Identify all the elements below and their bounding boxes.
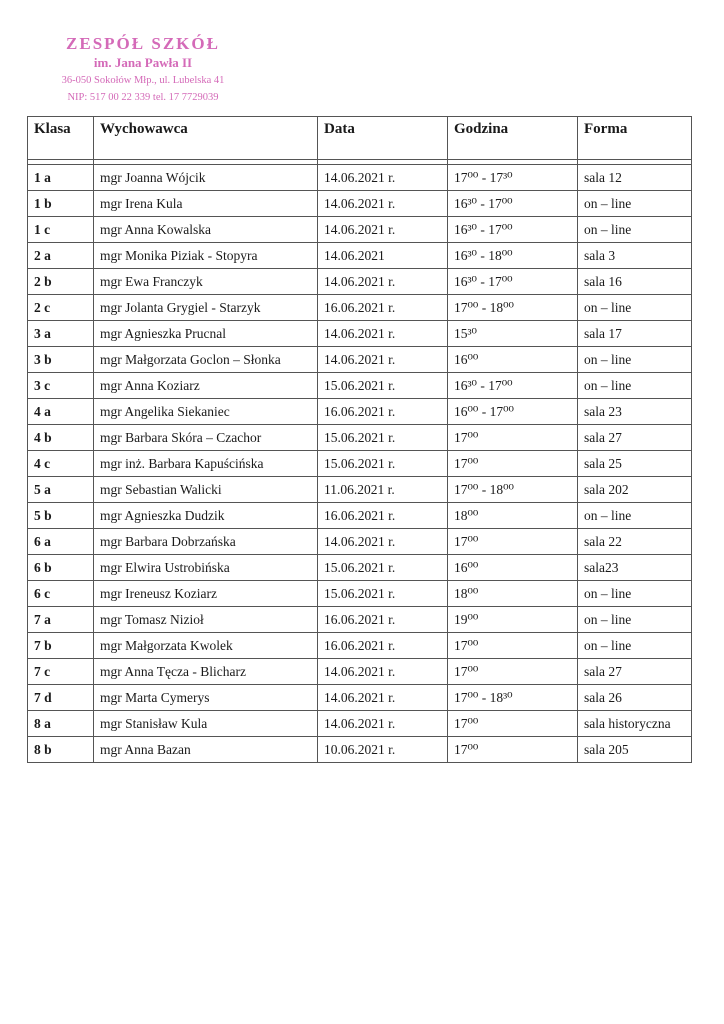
cell-wychowawca: mgr Agnieszka Prucnal: [94, 321, 318, 347]
cell-godzina: 17⁰⁰: [448, 633, 578, 659]
table-row: [28, 607, 692, 633]
cell-data: 16.06.2021 r.: [318, 633, 448, 659]
stamp-address: 36-050 Sokołów Młp., ul. Lubelska 41: [61, 75, 225, 86]
cell-klasa: 6 b: [28, 555, 94, 581]
header-klasa: Klasa: [28, 117, 94, 160]
cell-forma: on – line: [578, 191, 692, 217]
cell-klasa: 4 b: [28, 425, 94, 451]
table-row: [28, 451, 692, 477]
cell-wychowawca: mgr Sebastian Walicki: [94, 477, 318, 503]
cell-godzina: 19⁰⁰: [448, 607, 578, 633]
cell-wychowawca: mgr inż. Barbara Kapuścińska: [94, 451, 318, 477]
cell-forma: on – line: [578, 217, 692, 243]
cell-wychowawca: mgr Joanna Wójcik: [94, 165, 318, 191]
cell-klasa: 7 c: [28, 659, 94, 685]
cell-forma: sala 26: [578, 685, 692, 711]
cell-klasa: 2 b: [28, 269, 94, 295]
cell-godzina: 16⁰⁰: [448, 347, 578, 373]
cell-wychowawca: mgr Monika Piziak - Stopyra: [94, 243, 318, 269]
table-row: [28, 555, 692, 581]
table-row: [28, 477, 692, 503]
table-row: [28, 685, 692, 711]
stamp-nip-phone: NIP: 517 00 22 339 tel. 17 7729039: [67, 92, 219, 103]
cell-klasa: 5 a: [28, 477, 94, 503]
cell-wychowawca: mgr Marta Cymerys: [94, 685, 318, 711]
cell-data: 14.06.2021 r.: [318, 217, 448, 243]
table-header-row: [28, 117, 692, 160]
cell-wychowawca: mgr Małgorzata Goclon – Słonka: [94, 347, 318, 373]
cell-data: 14.06.2021 r.: [318, 659, 448, 685]
table-row: [28, 295, 692, 321]
cell-forma: on – line: [578, 503, 692, 529]
table-row: [28, 737, 692, 763]
cell-data: 15.06.2021 r.: [318, 451, 448, 477]
cell-wychowawca: mgr Anna Bazan: [94, 737, 318, 763]
cell-forma: sala23: [578, 555, 692, 581]
table-row: [28, 165, 692, 191]
cell-klasa: 8 a: [28, 711, 94, 737]
cell-godzina: 17⁰⁰: [448, 737, 578, 763]
table-row: [28, 659, 692, 685]
cell-forma: sala 25: [578, 451, 692, 477]
cell-godzina: 16³⁰ - 17⁰⁰: [448, 373, 578, 399]
cell-godzina: 17⁰⁰: [448, 711, 578, 737]
cell-data: 14.06.2021 r.: [318, 321, 448, 347]
cell-forma: sala 27: [578, 659, 692, 685]
stamp-school-name: ZESPÓŁ SZKÓŁ: [66, 34, 220, 53]
cell-godzina: 18⁰⁰: [448, 581, 578, 607]
cell-forma: on – line: [578, 295, 692, 321]
cell-godzina: 15³⁰: [448, 321, 578, 347]
table-row: [28, 711, 692, 737]
cell-klasa: 2 a: [28, 243, 94, 269]
table-body: [28, 165, 692, 763]
cell-klasa: 4 a: [28, 399, 94, 425]
cell-forma: on – line: [578, 633, 692, 659]
cell-klasa: 1 a: [28, 165, 94, 191]
table-row: [28, 503, 692, 529]
cell-wychowawca: mgr Stanisław Kula: [94, 711, 318, 737]
cell-wychowawca: mgr Anna Koziarz: [94, 373, 318, 399]
cell-godzina: 16⁰⁰ - 17⁰⁰: [448, 399, 578, 425]
table-row: [28, 321, 692, 347]
cell-forma: sala 12: [578, 165, 692, 191]
cell-godzina: 17⁰⁰ - 18³⁰: [448, 685, 578, 711]
cell-klasa: 6 c: [28, 581, 94, 607]
table-row: [28, 425, 692, 451]
cell-godzina: 16³⁰ - 17⁰⁰: [448, 269, 578, 295]
cell-forma: sala 23: [578, 399, 692, 425]
cell-klasa: 7 b: [28, 633, 94, 659]
cell-forma: sala 27: [578, 425, 692, 451]
cell-godzina: 17⁰⁰ - 18⁰⁰: [448, 295, 578, 321]
cell-data: 16.06.2021 r.: [318, 295, 448, 321]
table-row: [28, 191, 692, 217]
cell-klasa: 3 c: [28, 373, 94, 399]
cell-klasa: 1 b: [28, 191, 94, 217]
cell-data: 11.06.2021 r.: [318, 477, 448, 503]
cell-forma: sala 3: [578, 243, 692, 269]
cell-wychowawca: mgr Tomasz Nizioł: [94, 607, 318, 633]
cell-forma: sala historyczna: [578, 711, 692, 737]
cell-klasa: 3 b: [28, 347, 94, 373]
cell-godzina: 16⁰⁰: [448, 555, 578, 581]
cell-klasa: 5 b: [28, 503, 94, 529]
cell-data: 14.06.2021 r.: [318, 685, 448, 711]
cell-data: 15.06.2021 r.: [318, 373, 448, 399]
cell-forma: sala 16: [578, 269, 692, 295]
table-row: [28, 217, 692, 243]
cell-klasa: 4 c: [28, 451, 94, 477]
cell-wychowawca: mgr Anna Kowalska: [94, 217, 318, 243]
cell-godzina: 17⁰⁰: [448, 659, 578, 685]
cell-data: 14.06.2021 r.: [318, 711, 448, 737]
cell-forma: sala 205: [578, 737, 692, 763]
cell-godzina: 17⁰⁰ - 17³⁰: [448, 165, 578, 191]
cell-klasa: 1 c: [28, 217, 94, 243]
cell-wychowawca: mgr Angelika Siekaniec: [94, 399, 318, 425]
cell-godzina: 16³⁰ - 17⁰⁰: [448, 191, 578, 217]
cell-data: 15.06.2021 r.: [318, 555, 448, 581]
cell-data: 15.06.2021 r.: [318, 425, 448, 451]
cell-forma: on – line: [578, 607, 692, 633]
header-forma: Forma: [578, 117, 692, 160]
cell-klasa: 6 a: [28, 529, 94, 555]
cell-godzina: 17⁰⁰ - 18⁰⁰: [448, 477, 578, 503]
table-row: [28, 399, 692, 425]
cell-wychowawca: mgr Małgorzata Kwolek: [94, 633, 318, 659]
table-row: [28, 269, 692, 295]
cell-wychowawca: mgr Barbara Dobrzańska: [94, 529, 318, 555]
cell-klasa: 7 d: [28, 685, 94, 711]
header-data: Data: [318, 117, 448, 160]
cell-wychowawca: mgr Jolanta Grygiel - Starzyk: [94, 295, 318, 321]
table-row: [28, 581, 692, 607]
cell-godzina: 18⁰⁰: [448, 503, 578, 529]
cell-klasa: 3 a: [28, 321, 94, 347]
cell-klasa: 7 a: [28, 607, 94, 633]
table-row: [28, 243, 692, 269]
cell-godzina: 17⁰⁰: [448, 425, 578, 451]
cell-godzina: 16³⁰ - 17⁰⁰: [448, 217, 578, 243]
cell-data: 14.06.2021 r.: [318, 529, 448, 555]
cell-forma: on – line: [578, 581, 692, 607]
cell-forma: sala 17: [578, 321, 692, 347]
header-godzina: Godzina: [448, 117, 578, 160]
cell-forma: on – line: [578, 373, 692, 399]
cell-wychowawca: mgr Ireneusz Koziarz: [94, 581, 318, 607]
cell-data: 14.06.2021: [318, 243, 448, 269]
cell-data: 14.06.2021 r.: [318, 191, 448, 217]
cell-klasa: 8 b: [28, 737, 94, 763]
cell-data: 10.06.2021 r.: [318, 737, 448, 763]
cell-wychowawca: mgr Irena Kula: [94, 191, 318, 217]
cell-data: 14.06.2021 r.: [318, 347, 448, 373]
cell-godzina: 17⁰⁰: [448, 451, 578, 477]
school-stamp: [28, 34, 258, 106]
cell-data: 16.06.2021 r.: [318, 503, 448, 529]
table-row: [28, 347, 692, 373]
header-wychowawca: Wychowawca: [94, 117, 318, 160]
cell-forma: on – line: [578, 347, 692, 373]
cell-godzina: 16³⁰ - 18⁰⁰: [448, 243, 578, 269]
cell-data: 16.06.2021 r.: [318, 607, 448, 633]
table-row: [28, 529, 692, 555]
cell-data: 16.06.2021 r.: [318, 399, 448, 425]
stamp-patron: im. Jana Pawła II: [93, 55, 193, 70]
cell-forma: sala 202: [578, 477, 692, 503]
cell-data: 15.06.2021 r.: [318, 581, 448, 607]
cell-godzina: 17⁰⁰: [448, 529, 578, 555]
cell-wychowawca: mgr Ewa Franczyk: [94, 269, 318, 295]
cell-klasa: 2 c: [28, 295, 94, 321]
cell-wychowawca: mgr Barbara Skóra – Czachor: [94, 425, 318, 451]
cell-wychowawca: mgr Elwira Ustrobińska: [94, 555, 318, 581]
table-row: [28, 373, 692, 399]
cell-wychowawca: mgr Anna Tęcza - Blicharz: [94, 659, 318, 685]
table-row: [28, 633, 692, 659]
cell-forma: sala 22: [578, 529, 692, 555]
schedule-table: [27, 116, 692, 763]
cell-data: 14.06.2021 r.: [318, 269, 448, 295]
cell-wychowawca: mgr Agnieszka Dudzik: [94, 503, 318, 529]
cell-data: 14.06.2021 r.: [318, 165, 448, 191]
